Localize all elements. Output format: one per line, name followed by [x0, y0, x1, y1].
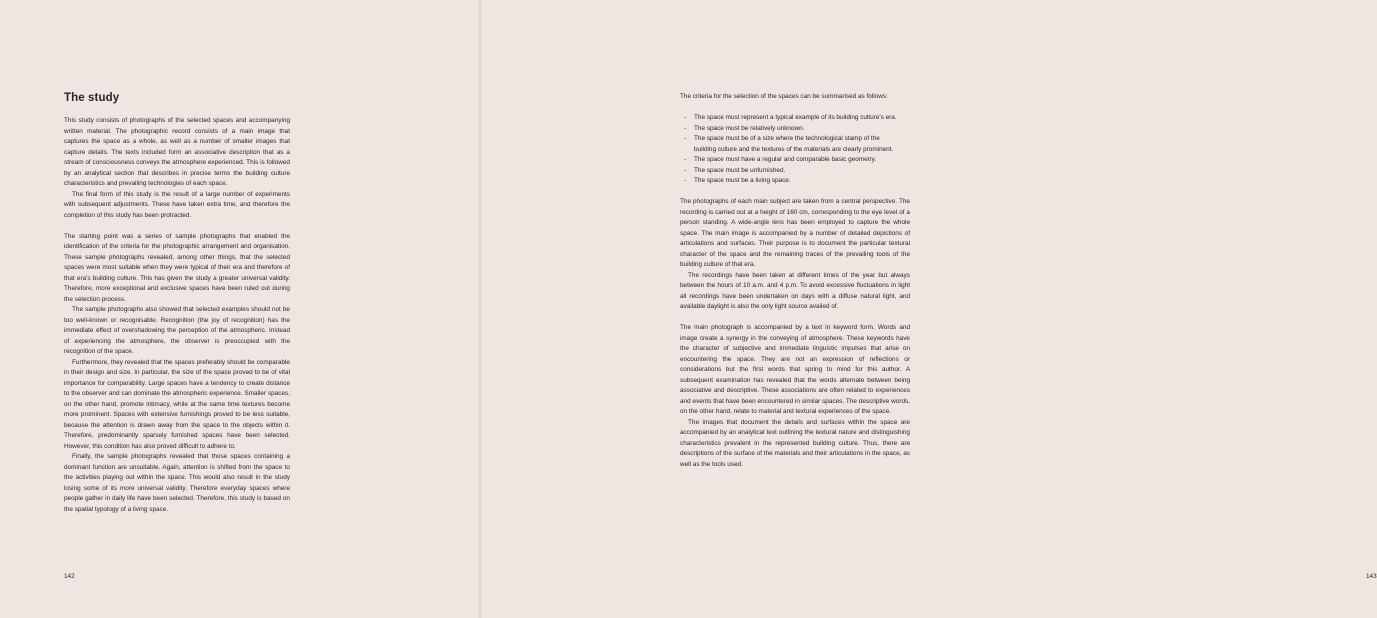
body-paragraph: The final form of this study is the result of a large number of experiments with subsequent adjustments. These have taken extra time, and therefore the completion of this study has been protracted.	[64, 190, 290, 219]
criteria-item	[684, 166, 910, 177]
list-dash: -	[684, 177, 687, 184]
criteria-text: The space must be a living space.	[694, 177, 791, 184]
criteria-item	[684, 155, 910, 166]
list-dash: -	[684, 114, 687, 121]
criteria-intro: The criteria for the selection of the spaces can be summarised as follows:	[680, 93, 888, 100]
body-paragraph: The recordings have been taken at different times of the year but always between the hours of 10 a.m. and 4 p.m. To avoid excessive fluctuations in light all recordings have been undertaken on days with a diffuse natural light, and available daylight is also the only light source availed of.	[680, 271, 910, 310]
body-paragraph: Finally, the sample photographs revealed that those spaces containing a dominant function are unsuitable. Again, attention is shifted from the space to the activities playing out within the space. This would also result in the study losing some of its more universal validity. Therefore everyday spaces where people gather in daily life have been selected. Therefore, this study is based on the spatial typology of a living space.	[64, 453, 290, 513]
page-number-left: 142	[64, 573, 75, 580]
list-dash: -	[684, 156, 687, 163]
criteria-item	[684, 124, 910, 135]
right-text-column	[680, 92, 910, 470]
list-dash: -	[684, 135, 687, 142]
criteria-text: The space must have a regular and comparable basic geometry.	[694, 156, 877, 163]
criteria-text: The space must be relatively unknown.	[694, 124, 805, 132]
page-number-right: 143	[1366, 573, 1377, 580]
body-paragraph: The photographs of each main subject are taken from a central perspective. The recording is carried out at a height of 160 cm, corresponding to the eye level of a person standing. A wide-angle lens has been employed to capture the whole space. The main image is accompanied by a number of detailed depictions of articulations and surfaces. Their purpose is to document the particular textural character of the space and the remaining traces of the prevailing tools of the building culture of that era.	[680, 198, 910, 268]
criteria-item	[684, 113, 910, 124]
criteria-item	[684, 134, 910, 155]
left-page	[0, 0, 480, 618]
left-text-column	[64, 116, 290, 515]
paragraph-gap	[680, 187, 910, 198]
criteria-item	[684, 176, 910, 187]
criteria-list	[680, 113, 910, 187]
body-paragraph: This study consists of photographs of the selected spaces and accompanying written material. The photographic record consists of a main image that captures the space as a whole, as well as a number of smaller images that capture details. The texts included form an associative description that as a stream of consciousness conveys the atmosphere experienced. This is followed by an analytical section that describes in precise terms the building culture characteristics and prevailing technologies of each space.	[64, 117, 290, 187]
body-paragraph: The sample photographs also showed that selected examples should not be too well-known or recognisable. Recognition (the joy of recognition) has the immediate effect of overshadowing the perception of the atmospheric. Instead of experiencing the atmosphere, the observer is preoccupied with the recognition of the space.	[64, 306, 290, 355]
list-dash: -	[684, 124, 687, 132]
body-paragraph: Furthermore, they revealed that the spaces preferably should be comparable in their design and size. In particular, the size of the space proved to be of vital importance for comparability. Large spaces have a tendency to create distance to the observer and can dominate the atmospheric experience. Smaller spaces, on the other hand, promote intimacy, while at the same time textures become more prominent. Spaces with extensive furnishings proved to be less suitable, because the attention is drawn away from the space to the objects within it. Therefore, predominantly sparsely furnished spaces have been selected. However, this condition has also proved difficult to adhere to.	[64, 358, 290, 450]
criteria-text: The space must represent a typical example of its building culture's era.	[694, 114, 897, 121]
body-paragraph: The starting point was a series of sample photographs that enabled the identification of the criteria for the photographic arrangement and organisation. These sample photographs revealed, among other things, that the selected spaces were most suitable when they were typical of their era and therefore of that era's building culture. This has given the study a greater universal validity. Therefore, more exceptional and exclusive spaces have been ruled out during the selection process.	[64, 232, 290, 303]
body-paragraph: The main photograph is accompanied by a text in keyword form. Words and image create a synergy in the conveying of atmosphere. These keywords have the character of subjective and immediate linguistic impulses that arise on encountering the space. They are not an expression of reflections or considerations but the first words that spring to mind for this author. A subsequent examination has revealed that the words alternate between being associative and descriptive. These associations are often related to experiences and events that have been encountered in similar spaces. The descriptive words, on the other hand, relate to material and textural experiences of the space.	[680, 324, 910, 415]
criteria-text: The space must be unfurnished.	[694, 166, 786, 174]
page-heading: The study	[64, 92, 120, 104]
criteria-text: The space must be of a size where the technological stamp of the building culture and the textures of the materials are clearly prominent.	[694, 135, 894, 153]
list-dash: -	[684, 166, 687, 174]
paragraph-gap	[680, 313, 910, 324]
body-paragraph: The images that document the details and surfaces within the space are accompanied by an analytical text outlining the textural nature and distinguishing characteristics prevalent in the represented building culture. Thus, there are descriptions of the surface of the materials and their articulations in the space, as well as the tools used.	[680, 418, 910, 468]
paragraph-gap	[64, 221, 290, 232]
